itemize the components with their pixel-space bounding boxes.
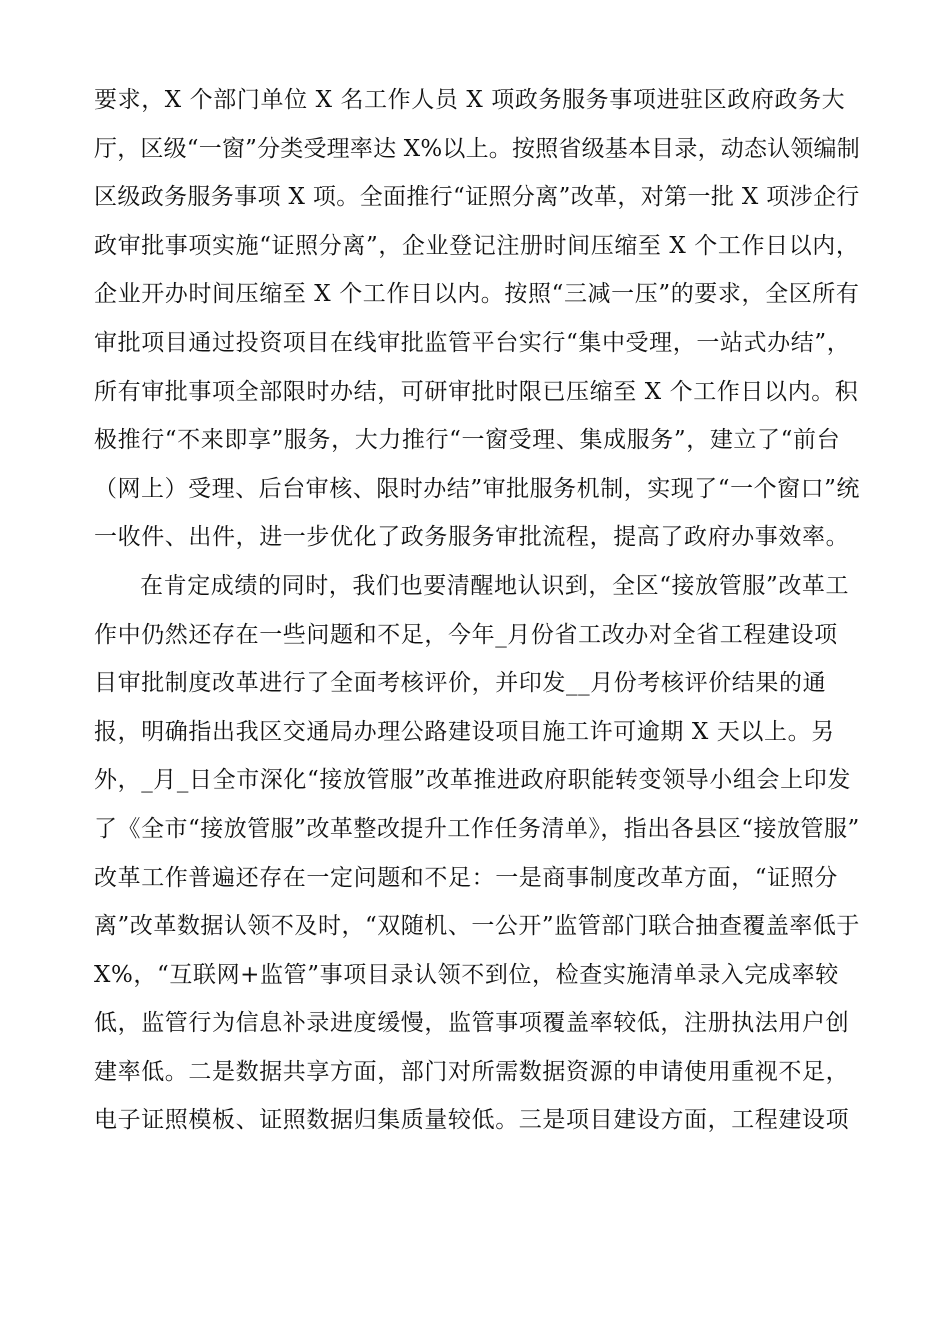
text-line: 报，明确指出我区交通局办理公路建设项目施工许可逾期 X 天以上。另 <box>94 718 835 745</box>
text-line: 建率低。二是数据共享方面，部门对所需数据资源的申请使用重视不足， <box>94 1058 850 1085</box>
text-line: 企业开办时间压缩至 X 个工作日以内。按照“三减一压”的要求，全区所有 <box>94 281 860 308</box>
text-line: 电子证照模板、证照数据归集质量较低。三是项目建设方面，工程建设项 <box>94 1107 850 1134</box>
text-line: 厅，区级“一窗”分类受理率达 X%以上。按照省级基本目录，动态认领编制 <box>94 135 860 162</box>
text-line: 一收件、出件，进一步优化了政务服务审批流程，提高了政府办事效率。 <box>94 524 850 551</box>
text-line: 政审批事项实施“证照分离”，企业登记注册时间压缩至 X 个工作日以内， <box>94 232 860 259</box>
text-line: 审批项目通过投资项目在线审批监管平台实行“集中受理，一站式办结”， <box>94 329 851 356</box>
text-line: 离”改革数据认领不及时，“双随机、一公开”监管部门联合抽查覆盖率低于 <box>94 913 860 940</box>
text-line: X%，“互联网+监管”事项目录认领不到位，检查实施清单录入完成率较 <box>94 961 839 988</box>
paragraph-first-line: 在肯定成绩的同时，我们也要清醒地认识到，全区“接放管服”改革工 <box>140 572 850 599</box>
text-line: 要求，X 个部门单位 X 名工作人员 X 项政务服务事项进驻区政府政务大 <box>94 87 846 113</box>
text-line: 区级政务服务事项 X 项。全面推行“证照分离”改革，对第一批 X 项涉企行 <box>94 184 860 211</box>
text-line: 所有审批事项全部限时办结，可研审批时限已压缩至 X 个工作日以内。积 <box>94 378 859 405</box>
text-line: 极推行“不来即享”服务，大力推行“一窗受理、集成服务”，建立了“前台 <box>94 427 841 454</box>
text-line: 目审批制度改革进行了全面考核评价，并印发__月份考核评价结果的通 <box>94 670 827 697</box>
text-line: 低，监管行为信息补录进度缓慢，监管事项覆盖率较低，注册执法用户创 <box>94 1010 850 1037</box>
body-text <box>94 76 862 1145</box>
text-line: 改革工作普遍还存在一定问题和不足：一是商事制度改革方面，“证照分 <box>94 864 838 891</box>
text-line: 外，_月_日全市深化“接放管服”改革推进政府职能转变领导小组会上印发 <box>94 767 851 794</box>
text-line: 作中仍然还存在一些问题和不足，今年_月份省工改办对全省工程建设项 <box>94 621 838 648</box>
text-line: （网上）受理、后台审核、限时办结”审批服务机制，实现了“一个窗口”统 <box>94 475 860 502</box>
text-line: 了《全市“接放管服”改革整改提升工作任务清单》，指出各县区“接放管服” <box>94 815 860 842</box>
